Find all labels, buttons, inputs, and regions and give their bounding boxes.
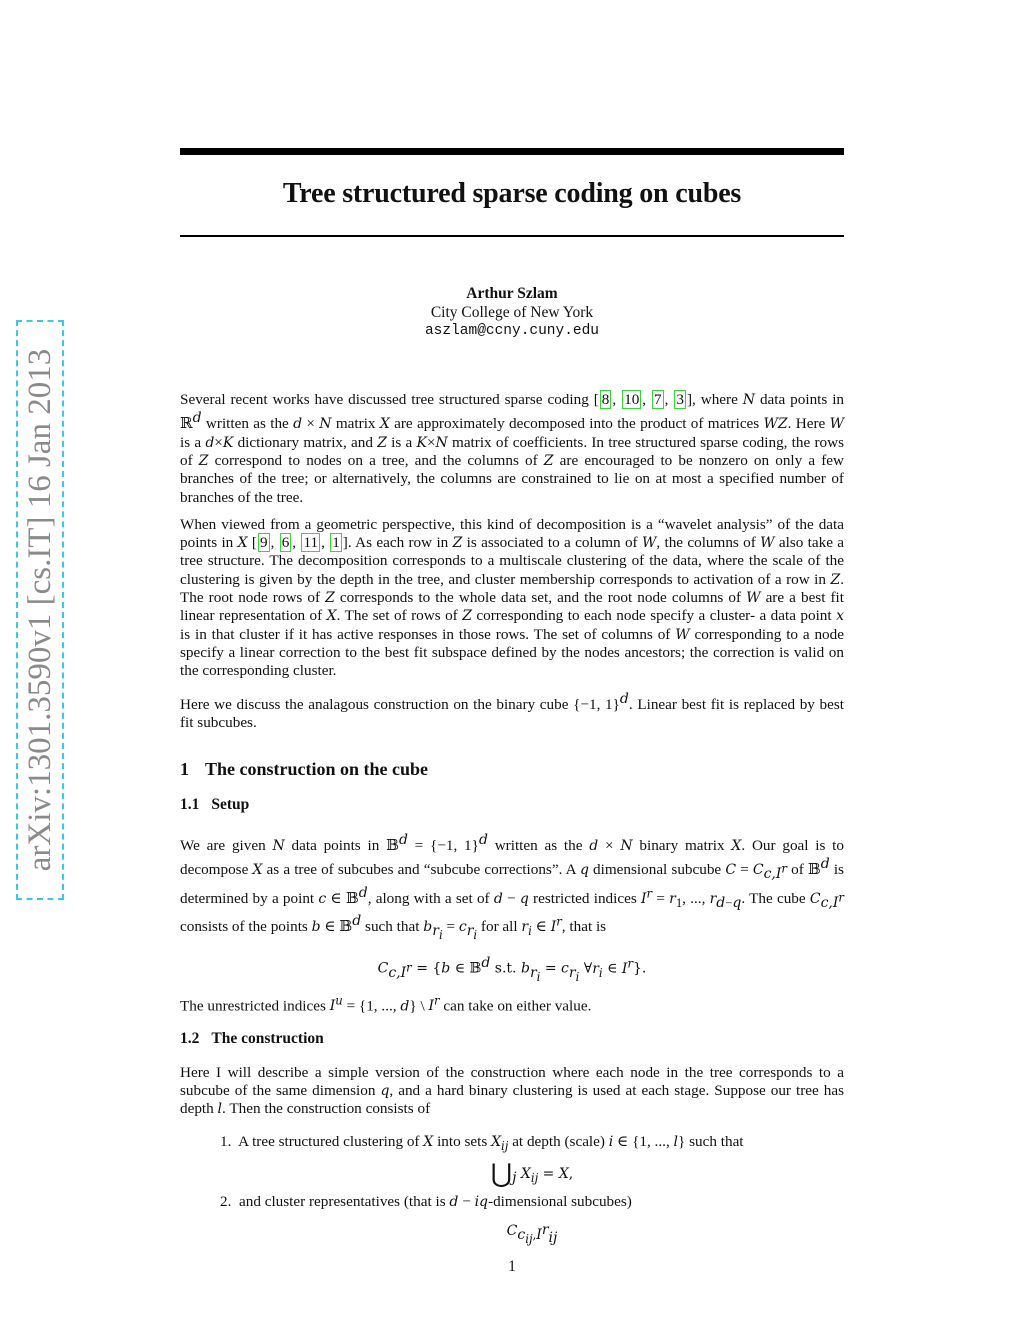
author-affiliation: City College of New York xyxy=(430,303,594,321)
equation-cube-definition: $C_{c,I^r} = \{b$ ∈ 𝔹$^d$ s.t. $b_{r_i} = c_{r_i}$ $\forall r_i$ ∈ $I^r$}. xyxy=(377,955,647,984)
paragraph-intro-2: When viewed from a geometric perspective, this kind of decomposition is a “wavelet analysis” of the data points in X [ 9 , 6 , 11 , 1 ]. As each row in Z is associated to a column of W, the columns of W also take a tree structure. The decomposition corresponds to a multiscale clustering of the data, where the scale of the clustering is given by the depth in the tree, and cluster membership corresponds to activation of a row in Z. The root node rows of Z corresponds to the whole data set, and the root node columns of W are a best fit linear representation of X. The set of rows of Z corresponding to each node specify a cluster- a data point x is in that cluster if it has active responses in those rows. The set of columns of W corresponding to a node specify a linear correction to the best fit subspace defined by the nodes ancestors; the correction is valid on the corresponding cluster. xyxy=(180,515,845,680)
citation-link[interactable]: 7 xyxy=(654,391,662,408)
author-email[interactable]: aszlam@ccny.cuny.edu xyxy=(424,323,600,339)
paper-body xyxy=(180,391,844,1256)
citation-link[interactable]: 10 xyxy=(624,391,640,408)
citation-link[interactable]: 8 xyxy=(601,391,610,408)
page-number: 1 xyxy=(508,1258,516,1275)
paragraph-unrestricted: The unrestricted indices $I^u = \{1$, ..., d} \ $I^r$ can take on either value. xyxy=(180,993,592,1015)
section-heading: 1 The construction on the cube xyxy=(180,759,429,780)
paper-title: Tree structured sparse coding on cubes xyxy=(282,178,742,209)
subsection-heading: 1.2 The construction xyxy=(180,1029,324,1047)
paragraph-construction: Here I will describe a simple version of the construction where each node in the tree corresponds to a subcube of the same dimension q, and a hard binary clustering is used at each stage. Suppose our tree has depth l. Then the construction consists of xyxy=(180,1063,844,1118)
citation-link[interactable]: 11 xyxy=(303,534,319,552)
equation-union: $⋃_j$ $X_{ij} = X$, xyxy=(490,1158,574,1189)
citation-link[interactable]: 6 xyxy=(281,534,290,552)
citation-link[interactable]: 1 xyxy=(332,534,340,552)
author-block xyxy=(180,285,844,341)
paragraph-intro-1: Several recent works have discussed tree structured sparse coding [ 8 , 10 , 7 , 3 ], where N data points in ℝ$^d$ written as the d × N matrix X are approximately decomposed into the product of matrices WZ. Here W is a d×K dictionary matrix, and Z is a K×N matrix of coefficients. In tree structured sparse coding, the rows of Z correspond to nodes on a tree, and the columns of Z are encouraged to be nonzero on only a few branches of the tree; or alternatively, the columns are constrained to lie on at most a specified number of branches of the tree. xyxy=(180,391,845,506)
list-item: 2. and cluster representatives (that is d − iq-dimensional subcubes) xyxy=(220,1192,632,1210)
citation-link[interactable]: 3 xyxy=(676,391,684,408)
arxiv-stamp: arXiv:1301.3590v1 [cs.IT] 16 Jan 2013 xyxy=(16,320,64,900)
title-bottom-rule xyxy=(180,235,844,237)
title-top-rule xyxy=(180,148,844,155)
author-name: Arthur Szlam xyxy=(466,285,558,302)
construction-list xyxy=(220,1133,844,1250)
equation-cluster-rep: $C_{c_{ij},I^r_{ij}}$ xyxy=(506,1222,558,1247)
paragraph-intro-3: Here we discuss the analagous construction on the binary cube {−1, 1}$^d$. Linear best fit is replaced by best fit subcubes. xyxy=(180,690,844,731)
citation-link[interactable]: 9 xyxy=(259,534,268,552)
paragraph-setup: We are given N data points in 𝔹$^d$ = {−1, 1}$^d$ written as the d × N binary matrix X. Our goal is to decompose X as a tree of subcubes and “subcube corrections”. A q dimensional subcube $C = C_{c,I^r}$ of 𝔹$^d$ is determined by a point c ∈ 𝔹$^d$, along with a set of d − q restricted indices $I^r = r_1$, ..., $r_{d-q}$. The cube $C_{c,I^r}$ consists of the points b ∈ 𝔹$^d$ such that $b_{r_i} = c_{r_i}$ for all $r_i$ ∈ $I^r$, that is xyxy=(180,831,844,942)
list-item: 1. A tree structured clustering of X into sets $X_{ij}$ at depth (scale) i ∈ {1, ..., l} such that xyxy=(220,1132,744,1153)
subsection-heading: 1.1 Setup xyxy=(180,796,250,814)
